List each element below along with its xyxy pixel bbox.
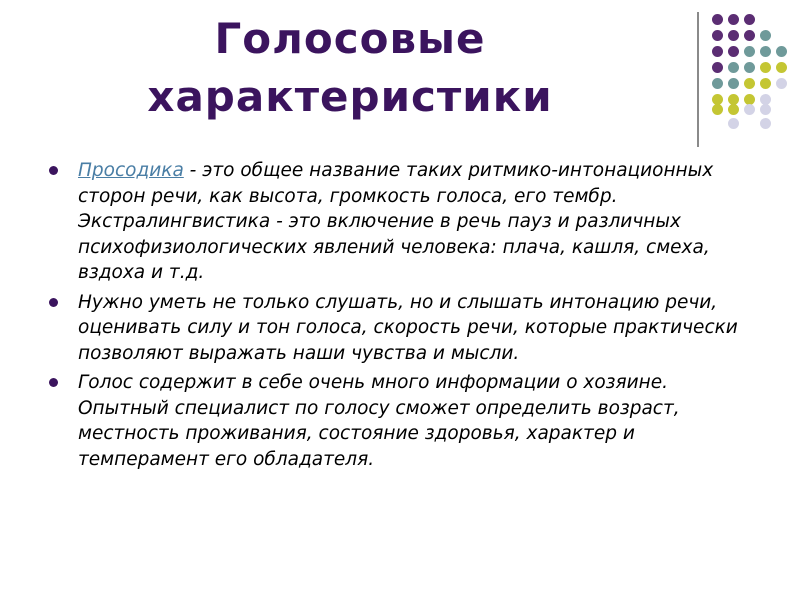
bullet-dot-icon — [49, 378, 58, 387]
decorative-dot — [712, 14, 723, 25]
decorative-dot-grid — [0, 0, 800, 140]
decorative-dot — [760, 46, 771, 57]
decorative-dot — [712, 78, 723, 89]
decorative-dot — [712, 104, 723, 115]
decorative-dot — [744, 62, 755, 73]
decorative-dot — [728, 14, 739, 25]
decorative-dot — [760, 62, 771, 73]
title-line-2: характеристики — [147, 72, 553, 121]
decorative-dot — [712, 46, 723, 57]
bullet-text: - это общее название таких ритмико-интонационных сторон речи, как высота, громкость голоса, его тембр. Экстралингвистика - это включение в речь пауз и различных психофизиологических явлений человека: плача, кашля, смеха, вздоха и т.д. — [78, 160, 714, 283]
decorative-dot — [728, 46, 739, 57]
decorative-dot — [760, 104, 771, 115]
bullet-item — [46, 370, 746, 472]
decorative-dot — [776, 46, 787, 57]
bullet-item — [46, 290, 746, 367]
decorative-dot — [728, 78, 739, 89]
decorative-dot — [744, 46, 755, 57]
bullet-item — [46, 158, 746, 286]
bullet-dot-icon — [49, 298, 58, 307]
decorative-dot — [760, 118, 771, 129]
decorative-dot — [744, 30, 755, 41]
bullet-list — [46, 158, 746, 476]
decorative-dot — [776, 78, 787, 89]
decorative-dot — [712, 30, 723, 41]
term-link[interactable]: Просодика — [78, 160, 184, 181]
decorative-dot — [744, 104, 755, 115]
decorative-dot — [760, 78, 771, 89]
bullet-text: Голос содержит в себе очень много информации о хозяине. Опытный специалист по голосу сможет определить возраст, местность проживания, состояние здоровья, характер и темперамент его обладателя. — [78, 372, 680, 470]
bullet-dot-icon — [49, 166, 58, 175]
decorative-dot — [744, 78, 755, 89]
decorative-dot — [776, 62, 787, 73]
decorative-dot — [728, 118, 739, 129]
bullet-text: Нужно уметь не только слушать, но и слышать интонацию речи, оценивать силу и тон голоса, скорость речи, которые практически позволяют выражать наши чувства и мысли. — [78, 291, 738, 364]
decorative-dot — [728, 62, 739, 73]
decorative-dot — [728, 104, 739, 115]
decorative-dot — [760, 30, 771, 41]
decorative-dot — [712, 62, 723, 73]
decorative-dot — [744, 14, 755, 25]
title-line-1: Голосовые — [214, 14, 486, 63]
decorative-dot — [728, 30, 739, 41]
